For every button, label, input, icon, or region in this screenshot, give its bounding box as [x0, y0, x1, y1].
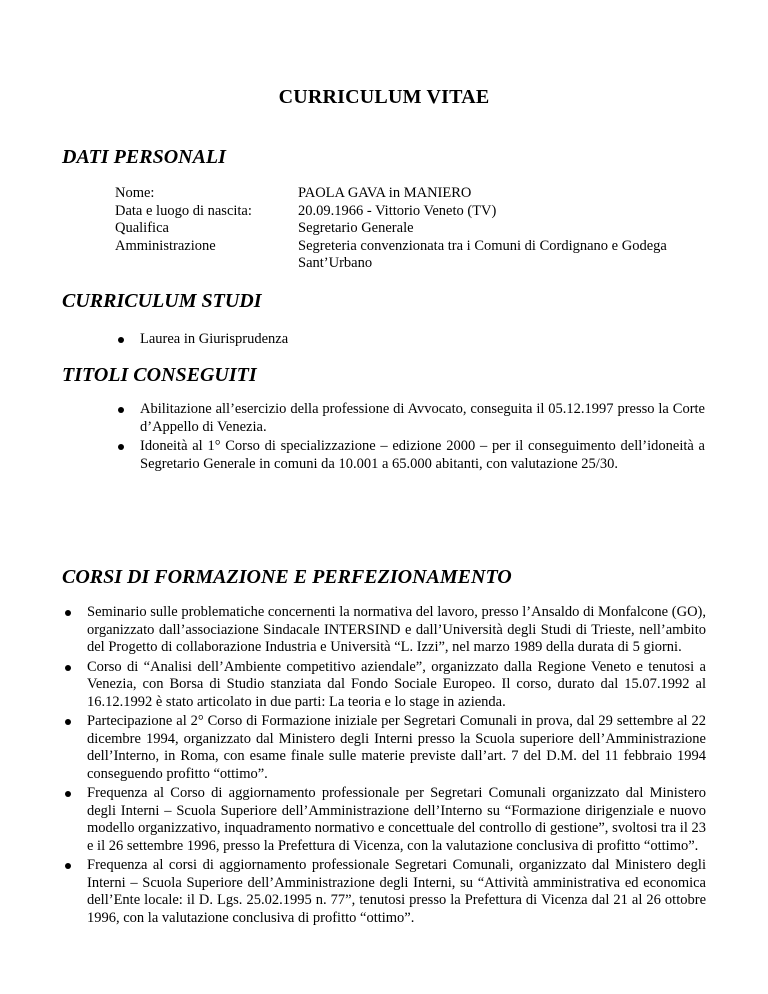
info-label: Nome: — [115, 185, 155, 201]
list-item: Frequenza al Corso di aggiornamento professionale per Segretari Comunali organizzato dal Ministero degli Interni – Scuola Superiore dell’Amministrazione dell’Interno su “Formazione dirigenziale e nuovo modello organizzativo, inquadramento normativo e concettuale del controllo di gestione”, svoltosi tra il 23 e il 26 settembre 1996, presso la Prefettura di Vicenza, con la valutazione conclusiva di profitto “ottimo”. — [62, 785, 706, 855]
info-value: Segretario Generale — [298, 220, 414, 236]
info-label: Amministrazione — [115, 237, 216, 254]
heading-titoli-conseguiti: TITOLI CONSEGUITI — [62, 364, 257, 386]
info-row-qualifica — [115, 220, 698, 238]
info-row-nome — [115, 185, 698, 203]
heading-dati-personali: DATI PERSONALI — [62, 146, 226, 168]
heading-curriculum-studi: CURRICULUM STUDI — [62, 290, 262, 312]
info-value: Segreteria convenzionata tra i Comuni di Cordignano e Godega Sant’Urbano — [298, 237, 667, 271]
info-label: Data e luogo di nascita: — [115, 202, 252, 219]
list-item: Frequenza al corsi di aggiornamento professionale Segretari Comunali, organizzato dal Ministero degli Interni – Scuola Superiore dell’Amministrazione degli Interni, su “Attività amministrativa ed economica dell’Ente locale: il D. Lgs. 25.02.1995 n. 77”, tenutosi presso la Prefettura di Vicenza dal 21 al 26 ottobre 1996, con la valutazione conclusiva di profitto “ottimo”. — [62, 857, 706, 927]
personal-info-table — [115, 185, 698, 273]
corsi-list — [62, 604, 706, 929]
heading-corsi-formazione: CORSI DI FORMAZIONE E PERFEZIONAMENTO — [62, 566, 512, 588]
list-item: Partecipazione al 2° Corso di Formazione iniziale per Segretari Comunali in prova, dal 29 settembre al 22 dicembre 1994, organizzato dal Ministero degli Interni presso la Scuola superiore dell’Amministrazione dell’Interno, in Roma, con esame finale sulle materie previste dall’art. 7 del D.M. del 11 febbraio 1994 conseguendo profitto “ottimo”. — [62, 713, 706, 783]
list-item: Idoneità al 1° Corso di specializzazione – edizione 2000 – per il conseguimento dell’idoneità a Segretario Generale in comuni da 10.001 a 65.000 abitanti, con valutazione 25/30. — [115, 438, 705, 473]
list-item: Corso di “Analisi dell’Ambiente competitivo aziendale”, organizzato dalla Regione Veneto e tenutosi a Venezia, con Borsa di Studio stanziata dal Fondo Sociale Europeo. Il corso, durato dal 15.07.1992 al 16.12.1992 è stato articolato in due parti: La teoria e lo stage in azienda. — [62, 659, 706, 712]
document-title: CURRICULUM VITAE — [278, 86, 490, 108]
titoli-list — [115, 401, 705, 475]
list-item: Laurea in Giurisprudenza — [115, 331, 701, 349]
info-value: 20.09.1966 - Vittorio Veneto (TV) — [298, 202, 497, 219]
list-item: Seminario sulle problematiche concernenti la normativa del lavoro, presso l’Ansaldo di Monfalcone (GO), organizzato dall’associazione Sindacale INTERSIND e dall’Università degli Studi di Trieste, nell’ambito del Progetto di collaborazione Industria e Università “L. Izzi”, nel marzo 1989 della durata di 5 giorni. — [62, 604, 706, 657]
info-row-amministrazione — [115, 238, 698, 273]
info-row-nascita — [115, 203, 698, 221]
info-value: PAOLA GAVA in MANIERO — [298, 185, 472, 201]
list-item: Abilitazione all’esercizio della professione di Avvocato, conseguita il 05.12.1997 presso la Corte d’Appello di Venezia. — [115, 401, 705, 436]
info-label: Qualifica — [115, 220, 169, 236]
studi-list — [115, 331, 701, 351]
